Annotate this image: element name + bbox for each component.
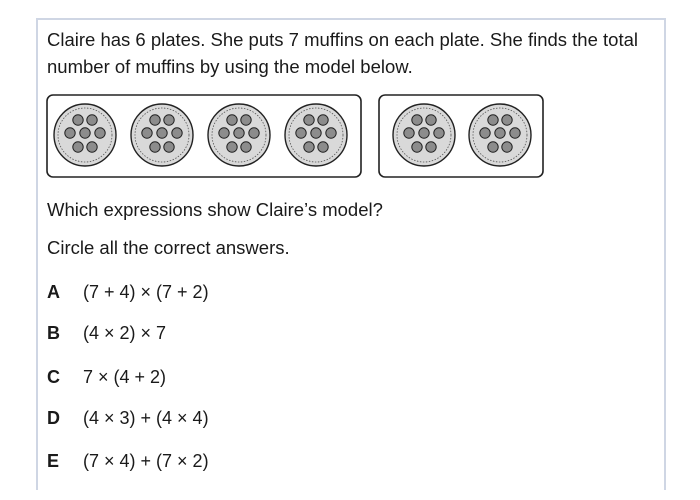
muffin (326, 128, 336, 138)
muffin (95, 128, 105, 138)
option-letter: A (47, 281, 60, 302)
muffin (318, 115, 328, 125)
instruction-text: Circle all the correct answers. (47, 237, 290, 258)
muffin (304, 142, 314, 152)
muffin (296, 128, 306, 138)
option-letter: B (47, 322, 60, 343)
muffin (219, 128, 229, 138)
muffin (65, 128, 75, 138)
muffin (488, 142, 498, 152)
muffin (150, 142, 160, 152)
muffin (241, 142, 251, 152)
option-letter: C (47, 366, 60, 387)
muffin (404, 128, 414, 138)
muffin-plate-model (46, 94, 546, 178)
muffin (87, 115, 97, 125)
option-e[interactable] (47, 448, 215, 474)
muffin (164, 142, 174, 152)
option-letter: E (47, 450, 60, 471)
muffin (172, 128, 182, 138)
muffin (249, 128, 259, 138)
muffin (73, 115, 83, 125)
muffin (150, 115, 160, 125)
muffin (164, 115, 174, 125)
muffin (495, 128, 505, 138)
option-expression[interactable]: (7 + 4) × (7 + 2) (83, 281, 209, 302)
muffin (510, 128, 520, 138)
muffin (426, 115, 436, 125)
problem-statement: Claire has 6 plates. She puts 7 muffins on each plate. She finds the total number of muffins by using the model below. (47, 29, 638, 77)
option-expression[interactable]: 7 × (4 + 2) (83, 366, 167, 387)
muffin (502, 115, 512, 125)
muffin (480, 128, 490, 138)
muffin (227, 142, 237, 152)
muffin (234, 128, 244, 138)
muffin (318, 142, 328, 152)
option-c[interactable] (47, 364, 172, 390)
muffin (488, 115, 498, 125)
muffin (304, 115, 314, 125)
option-expression[interactable]: (7 × 4) + (7 × 2) (83, 450, 209, 471)
muffin (502, 142, 512, 152)
option-letter: D (47, 407, 60, 428)
muffin (419, 128, 429, 138)
muffin (80, 128, 90, 138)
muffin (434, 128, 444, 138)
option-expression[interactable]: (4 × 3) + (4 × 4) (83, 407, 209, 428)
muffin (227, 115, 237, 125)
plates-group (54, 104, 531, 166)
muffin (426, 142, 436, 152)
muffin (157, 128, 167, 138)
question-prompt: Which expressions show Claire’s model? (47, 199, 383, 220)
muffin (73, 142, 83, 152)
muffin (87, 142, 97, 152)
muffin (241, 115, 251, 125)
option-expression[interactable]: (4 × 2) × 7 (83, 322, 167, 343)
muffin (142, 128, 152, 138)
option-a[interactable] (47, 279, 215, 305)
muffin (412, 115, 422, 125)
muffin (412, 142, 422, 152)
option-b[interactable] (47, 320, 172, 346)
muffin (311, 128, 321, 138)
option-d[interactable] (47, 405, 215, 431)
